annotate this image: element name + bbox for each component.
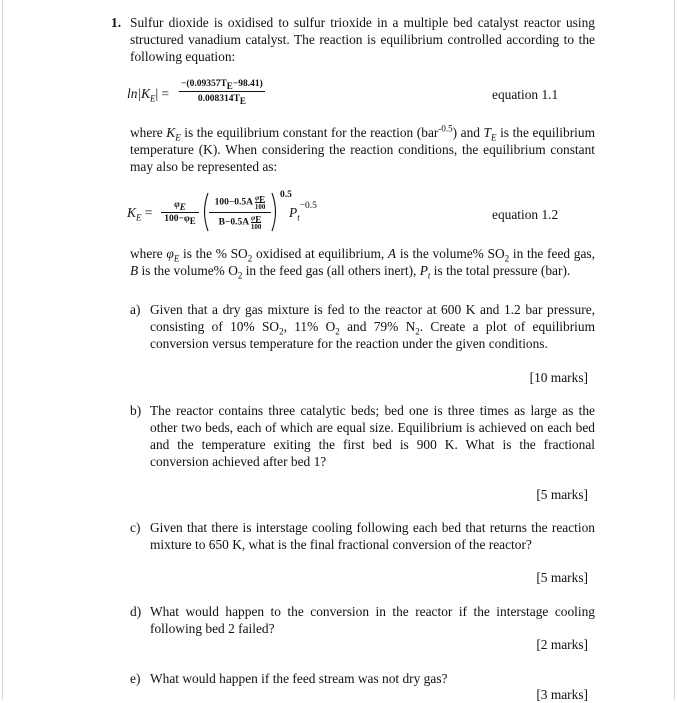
eq2-lhs: $K_E$ = [127, 205, 153, 223]
part-d-marks: [2 marks] [536, 637, 588, 652]
equation-1-1-label: equation 1.1 [492, 87, 559, 102]
eq2-inner-fraction: 100−0.5A $\frac{\varphi_E}{100}$ B−0.5A $\frac{\varphi_E}{100}$ [209, 194, 271, 231]
part-d-text: What would happen to the conversion in the reactor if the interstage cooling following bed 2 failed? [150, 604, 595, 636]
paragraph-2: where $K_E$ is the equilibrium constant for the reaction (bar$^{-0.5}$) and $T_E$ is the equilibrium temperature (K). When considering the reaction conditions, the equilibrium constant may also be represented as: [130, 123, 595, 174]
part-a-text: Given that a dry gas mixture is fed to the reactor at 600 K and 1.2 bar pressure, consisting of 10% $SO_2$, 11% $O_2$ and 79% $N_2$. Create a plot of equilibrium conversion versus temperature for the reaction under the given conditions. [150, 302, 596, 351]
eq2-mini-fraction-top: $\frac{\varphi_E}{100}$ [254, 194, 266, 211]
eq1-fraction [179, 78, 265, 105]
equation-1-2-label: equation 1.2 [492, 207, 559, 222]
question-number: 1. [111, 15, 122, 30]
part-c-marks: [5 marks] [536, 570, 588, 585]
eq2-right-paren [270, 192, 280, 232]
eq1-lhs: $\ln|K_E|$ = [127, 86, 170, 104]
part-b-text: The reactor contains three catalytic beds; bed one is three times as large as the other two beds, each of which are equal size. Equilibrium is achieved on each bed and the temperature exiting the first bed is 900 K. What is the fractional conversion achieved after bed 1? [150, 403, 595, 469]
part-e-marks: [3 marks] [536, 687, 588, 702]
eq1-denominator: $0.008314T_E$ [197, 94, 246, 106]
part-b-letter: b) [130, 403, 142, 418]
eq2-exponent: 0.5 [280, 190, 292, 200]
equation-1-2 [127, 190, 367, 235]
eq1-numerator: $-(0.09357T_E-98.41)$ [181, 79, 263, 91]
part-a-marks: [10 marks] [529, 370, 588, 385]
eq2-pressure-term: $P_t^{-0.5}$ [289, 200, 317, 223]
part-e-text: What would happen if the feed stream was not dry gas? [150, 671, 448, 686]
part-d-letter: d) [130, 604, 142, 619]
part-c-text: Given that there is interstage cooling following each bed that returns the reaction mixture to 650 K, what is the final fractional conversion of the reactor? [150, 520, 595, 552]
part-b-marks: [5 marks] [536, 487, 588, 502]
part-c-letter: c) [130, 520, 141, 535]
part-e-letter: e) [130, 671, 141, 686]
part-a-letter: a) [130, 302, 141, 317]
eq2-mini-fraction-bottom: $\frac{\varphi_E}{100}$ [250, 214, 262, 231]
eq2-outer-fraction: $\varphi_E$ $100-\varphi_E$ [161, 200, 199, 225]
document-page [2, 0, 675, 700]
intro-paragraph: Sulfur dioxide is oxidised to sulfur trioxide in a multiple bed catalyst reactor using structured vanadium catalyst. The reaction is equilibrium controlled according to the following equation: [130, 15, 595, 64]
paragraph-3: where $\varphi_E$ is the % $SO_2$ oxidised at equilibrium, A is the volume% $SO_2$ in the feed gas, B is the volume% $O_2$ in the feed gas (all others inert), $P_t$ is the total pressure (bar). [130, 246, 595, 281]
